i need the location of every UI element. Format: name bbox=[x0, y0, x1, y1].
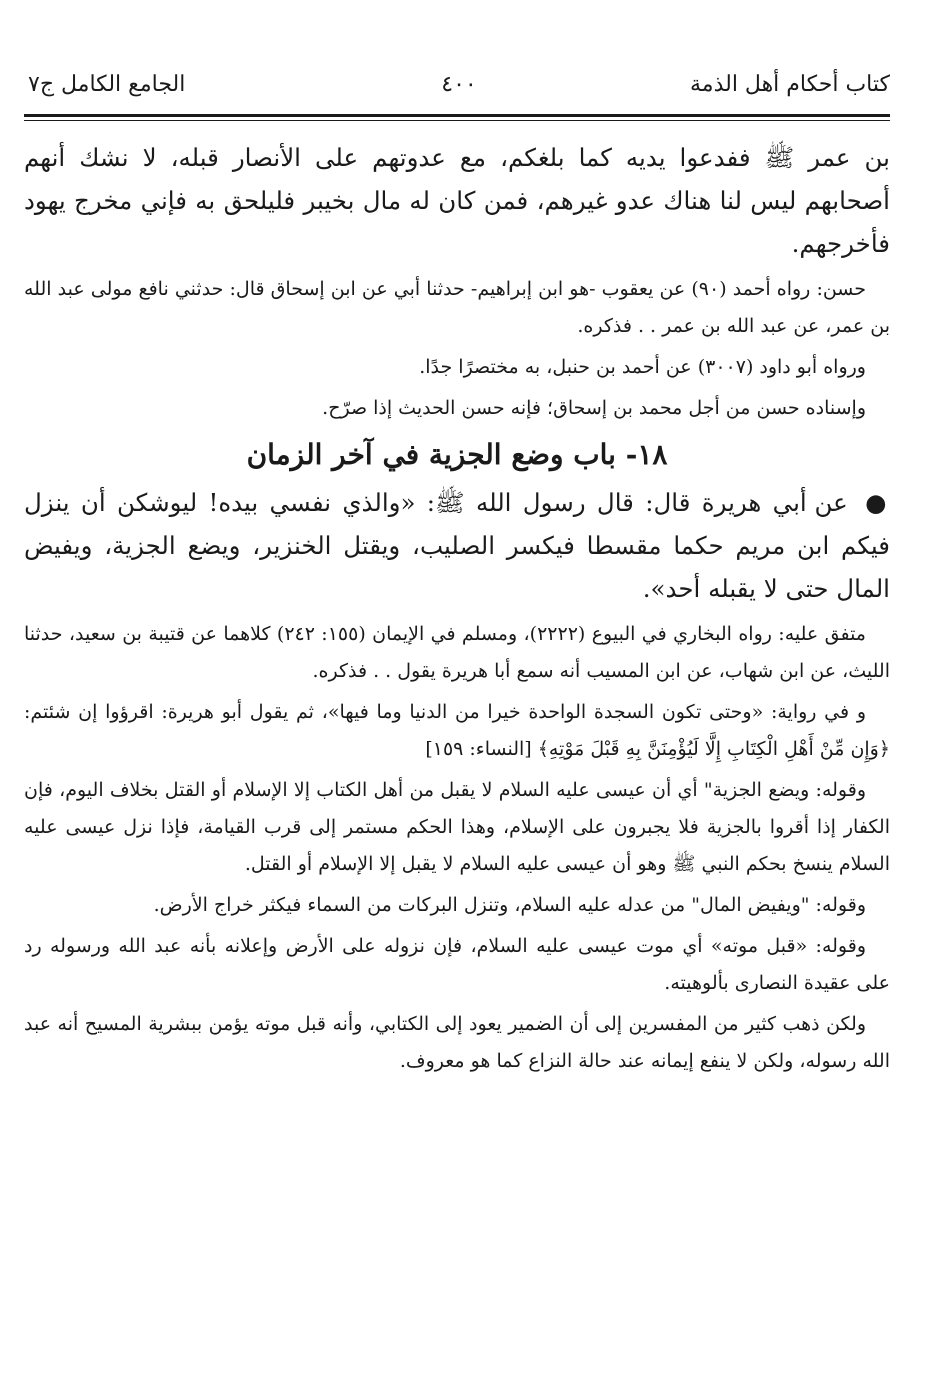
page-number: ٤٠٠ bbox=[441, 72, 477, 97]
commentary-4: ولكن ذهب كثير من المفسرين إلى أن الضمير يعود إلى الكتابي، وأنه قبل موته يؤمن ببشرية المسيح أنه عبد الله رسوله، ولكن لا ينفع إيمانه عند حالة النزاع كما هو معروف. bbox=[24, 1013, 890, 1072]
book-title: كتاب أحكام أهل الذمة bbox=[689, 72, 890, 97]
takhrij-note-3: وإسناده حسن من أجل محمد بن إسحاق؛ فإنه حسن الحديث إذا صرّح. bbox=[322, 397, 866, 419]
header-rule-thin bbox=[24, 120, 890, 121]
page-header bbox=[28, 62, 890, 106]
takhrij-note-2: ورواه أبو داود (٣٠٠٧) عن أحمد بن حنبل، به مختصرًا جدًا. bbox=[419, 356, 866, 378]
takhrij-note-4: متفق عليه: رواه البخاري في البيوع (٢٢٢٢)، ومسلم في الإيمان (١٥٥: ٢٤٢) كلاهما عن قتيبة بن سعيد، حدثنا الليث، عن ابن شهاب، عن ابن المسيب أنه سمع أبا هريرة يقول . . فذكره. bbox=[24, 623, 890, 682]
commentary-3: وقوله: «قبل موته» أي موت عيسى عليه السلام، فإن نزوله على الأرض وإعلانه بأنه عبد الله ورسوله رد على عقيدة النصارى بألوهيته. bbox=[24, 935, 890, 994]
chapter-heading: ١٨- باب وضع الجزية في آخر الزمان bbox=[246, 438, 668, 471]
hadith-body: عن أبي هريرة قال: قال رسول الله ﷺ: «والذي نفسي بيده! ليوشكن أن ينزل فيكم ابن مريم حكما مقسطا فيكسر الصليب، ويقتل الخنزير، ويضع الجزية، ويفيض المال حتى لا يقبله أحد». bbox=[24, 488, 890, 603]
bullet-icon: ● bbox=[865, 488, 890, 517]
page-content bbox=[24, 136, 890, 1084]
volume-label: الجامع الكامل ج٧ bbox=[28, 72, 186, 97]
takhrij-note-5: و في رواية: «وحتى تكون السجدة الواحدة خيرا من الدنيا وما فيها»، ثم يقول أبو هريرة: اقرؤوا إن شئتم: ﴿وَإِن مِّنْ أَهْلِ الْكِتَابِ إِلَّا لَيُؤْمِنَنَّ بِهِ قَبْلَ مَوْتِهِ﴾ [النساء: ١٥٩] bbox=[24, 701, 890, 760]
commentary-1: وقوله: ويضع الجزية" أي أن عيسى عليه السلام لا يقبل من أهل الكتاب إلا الإسلام أو القتل بخلاف اليوم، فإن الكفار إذا أقروا بالجزية فلا يجبرون على الإسلام، وهذا الحكم مستمر إلى قرب القيامة، فإذا نزل عيسى عليه السلام ينسخ بحكم النبي ﷺ وهو أن عيسى عليه السلام لا يقبل إلا الإسلام أو القتل. bbox=[24, 779, 890, 875]
commentary-2: وقوله: "ويفيض المال" من عدله عليه السلام، وتنزل البركات من السماء فيكثر خراج الأرض. bbox=[153, 894, 866, 916]
hadith-text bbox=[24, 481, 890, 610]
header-rule-thick bbox=[24, 114, 890, 117]
hadith-continuation: بن عمر ﷺ ففدعوا يديه كما بلغكم، مع عدوتهم على الأنصار قبله، لا نشك أنهم أصحابهم ليس لنا هناك عدو غيرهم، فمن كان له مال بخيبر فليلحق به فإني مخرج يهود فأخرجهم. bbox=[24, 143, 890, 258]
takhrij-note-1: حسن: رواه أحمد (٩٠) عن يعقوب -هو ابن إبراهيم- حدثنا أبي عن ابن إسحاق قال: حدثني نافع مولى عبد الله بن عمر، عن عبد الله بن عمر . . فذكره. bbox=[24, 278, 890, 337]
